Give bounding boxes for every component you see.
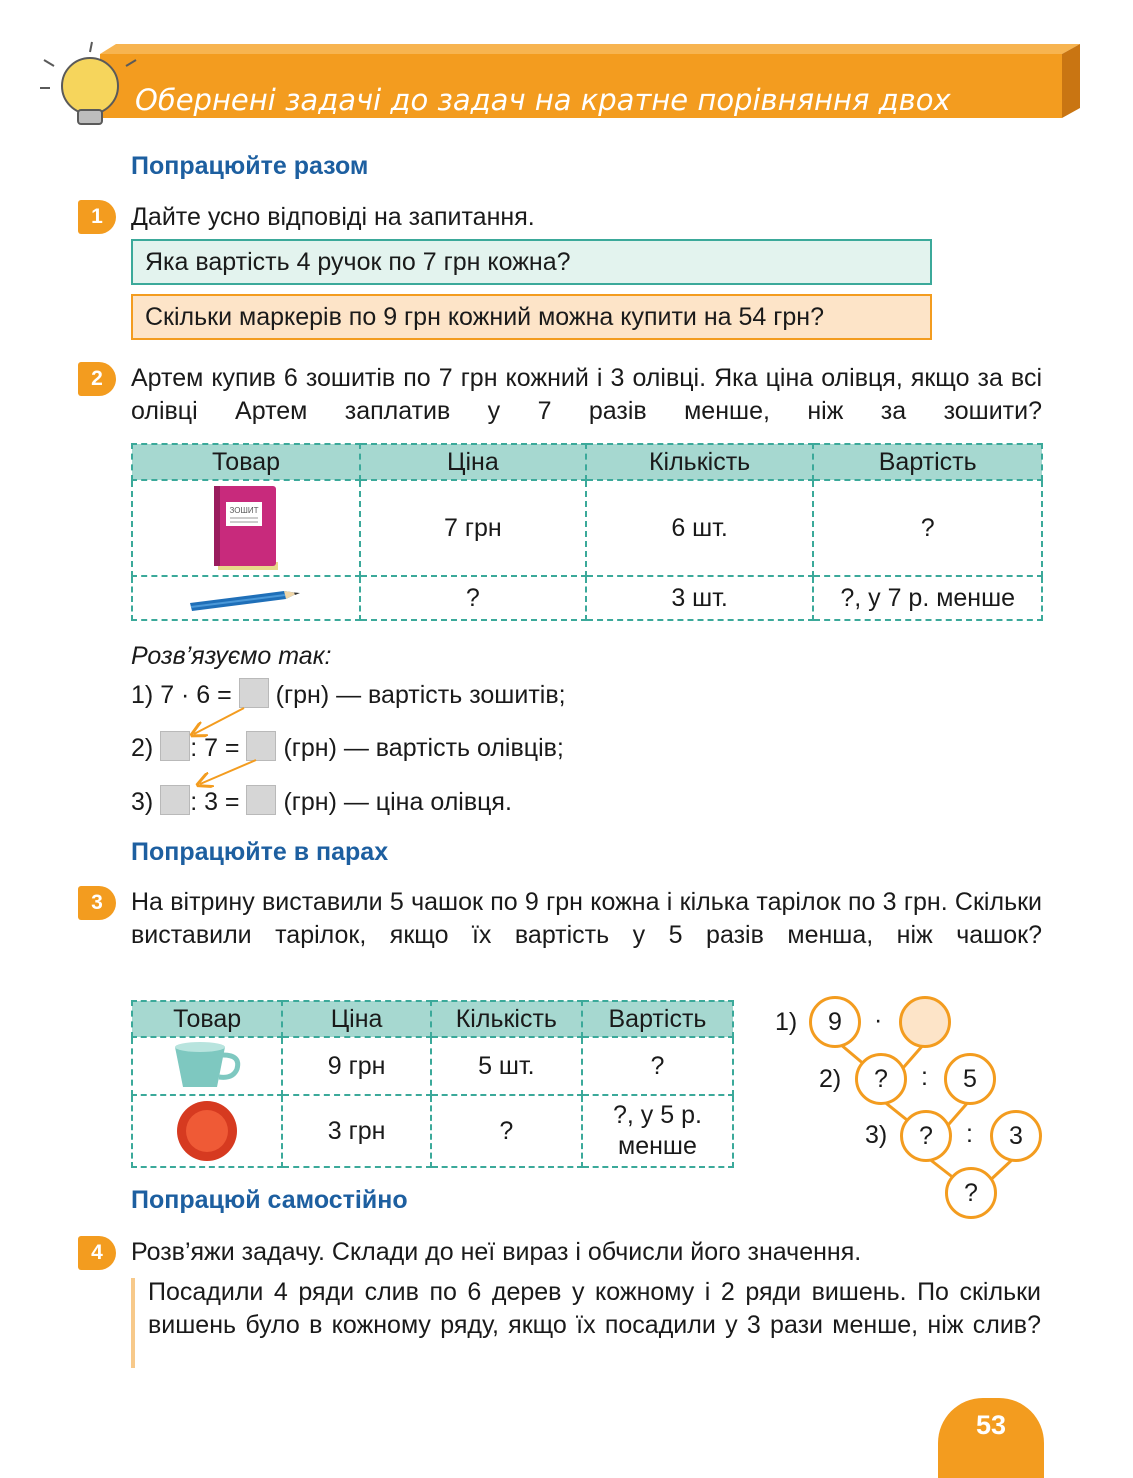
table-cell: 5 шт. — [431, 1037, 582, 1095]
table-header: Товар — [132, 444, 360, 480]
table-cell: ? — [813, 480, 1042, 576]
task-number-2: 2 — [78, 362, 116, 396]
table-header: Вартість — [813, 444, 1042, 480]
table-cell: ?, у 7 р. менше — [813, 576, 1042, 620]
table-row — [132, 1037, 733, 1095]
solution-step-3: 3) : 3 = (грн) — ціна олівця. — [131, 785, 512, 819]
plate-icon — [172, 1099, 242, 1163]
tree-node: 5 — [944, 1053, 996, 1105]
tree-operator: : — [921, 1063, 928, 1091]
table-cell: ?, у 5 р. менше — [582, 1095, 733, 1167]
table-cell: 9 грн — [282, 1037, 430, 1095]
arrow-icon — [200, 760, 256, 784]
tree-step-label: 1) — [775, 1008, 798, 1036]
task1-text: Дайте усно відповіді на запитання. — [131, 203, 535, 231]
section-heading-self: Попрацюй самостійно — [131, 1186, 408, 1214]
tree-node: ? — [945, 1167, 997, 1219]
page-title: Обернені задачі до задач на кратне порівняння двох добутків — [135, 83, 951, 157]
tree-step-label: 3) — [865, 1121, 888, 1149]
notebook-label: ЗОШИТ — [229, 506, 259, 515]
page-number: 53 — [938, 1398, 1044, 1478]
notebook-icon — [206, 482, 286, 574]
tree-node: 9 — [809, 996, 861, 1048]
tree-operator: · — [874, 1006, 883, 1034]
task-number-3: 3 — [78, 886, 116, 920]
tree-node: 3 — [990, 1110, 1042, 1162]
section-heading-pairs: Попрацюйте в парах — [131, 838, 389, 866]
table-header: Кількість — [586, 444, 814, 480]
table-row — [132, 1095, 733, 1167]
task2-table — [131, 443, 1043, 621]
tree-step-label: 2) — [819, 1065, 842, 1093]
task4-problem: Посадили 4 ряди слив по 6 дерев у кожному і 2 ряди вишень. По скільки вишень було в кожному ряду, якщо їх посадили у 3 рази менше, ніж слив? — [148, 1278, 1041, 1339]
table-header: Кількість — [431, 1001, 582, 1037]
arrows — [160, 700, 270, 790]
table-row — [132, 480, 1042, 576]
task3-table — [131, 1000, 734, 1168]
table-cell: ? — [582, 1037, 733, 1095]
task-number-1: 1 — [78, 200, 116, 234]
solve-label: Розв’язуємо так: — [131, 642, 332, 670]
table-cell: ? — [431, 1095, 582, 1167]
tree-node: ? — [900, 1110, 952, 1162]
arrow-icon — [194, 708, 244, 734]
cup-icon — [167, 1039, 247, 1093]
table-header: Ціна — [282, 1001, 430, 1037]
table-header: Вартість — [582, 1001, 733, 1037]
question-box-2: Скільки маркерів по 9 грн кожний можна купити на 54 грн? — [131, 294, 932, 340]
task-number-4: 4 — [78, 1236, 116, 1270]
problem-border — [131, 1278, 135, 1368]
tree-node-empty[interactable] — [899, 996, 951, 1048]
table-row — [132, 576, 1042, 620]
table-cell: ? — [360, 576, 586, 620]
table-cell: 6 шт. — [586, 480, 814, 576]
pencil-icon — [186, 583, 306, 613]
task2-text: Артем купив 6 зошитів по 7 грн кожний і 3 олівці. Яка ціна олівця, якщо за всі олівці Артем заплатив у 7 разів менше, ніж за зошити? — [131, 364, 1042, 425]
question-box-1: Яка вартість 4 ручок по 7 грн кожна? — [131, 239, 932, 285]
table-cell: 3 шт. — [586, 576, 814, 620]
task3-text: На вітрину виставили 5 чашок по 9 грн кожна і кілька тарілок по 3 грн. Скільки виставили тарілок, якщо їх вартість у 5 разів менша, ніж чашок? — [131, 888, 1042, 949]
table-cell: 3 грн — [282, 1095, 430, 1167]
solution-step-1: 1) 7 · 6 = (грн) — вартість зошитів; — [131, 678, 566, 712]
table-header: Ціна — [360, 444, 586, 480]
tree-node: ? — [855, 1053, 907, 1105]
tree-operator: : — [966, 1120, 973, 1148]
section-heading-together: Попрацюйте разом — [131, 152, 369, 180]
table-cell: 7 грн — [360, 480, 586, 576]
solution-step-2: 2) : 7 = (грн) — вартість олівців; — [131, 731, 564, 765]
task4-text: Розв’яжи задачу. Склади до неї вираз і обчисли його значення. — [131, 1238, 862, 1266]
table-header: Товар — [132, 1001, 282, 1037]
